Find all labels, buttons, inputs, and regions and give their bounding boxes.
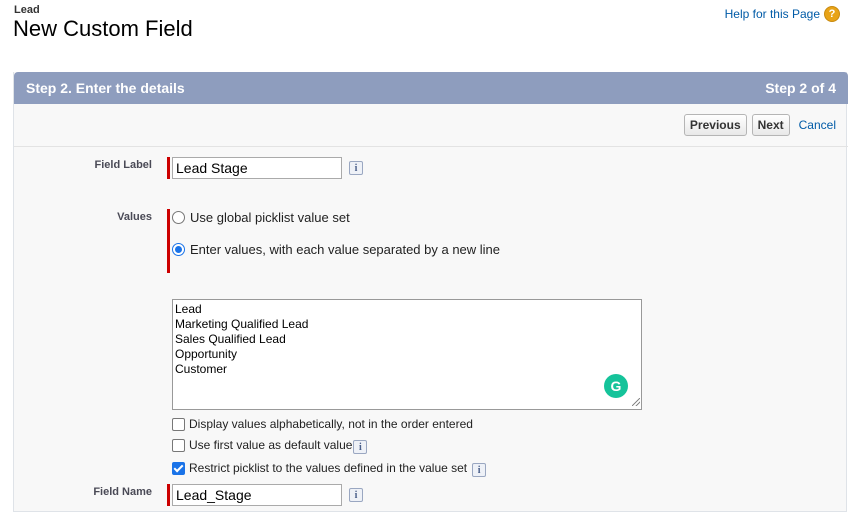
checkbox[interactable] xyxy=(172,462,185,475)
checkbox[interactable] xyxy=(172,439,185,452)
radio-button[interactable] xyxy=(172,243,185,256)
page-title: New Custom Field xyxy=(13,16,193,41)
checkbox-default-value[interactable] xyxy=(172,438,370,452)
field-name-label: Field Name xyxy=(93,486,152,498)
radio-enter-values[interactable] xyxy=(172,242,500,257)
checkbox-label: Use first value as default value xyxy=(189,438,353,452)
step-bar xyxy=(14,72,848,104)
field-label-info-icon[interactable]: i xyxy=(349,161,363,175)
step-title: Step 2. Enter the details xyxy=(26,80,185,96)
required-indicator xyxy=(167,157,170,179)
picklist-value: Marketing Qualified Lead xyxy=(175,317,309,331)
previous-button[interactable]: Previous xyxy=(684,114,747,136)
restrict-picklist-info-icon[interactable]: i xyxy=(472,463,486,477)
values-label: Values xyxy=(117,211,152,223)
field-name-input[interactable]: Lead_Stage xyxy=(172,484,342,506)
grammarly-icon[interactable]: G xyxy=(604,374,628,398)
checkbox-label: Display values alphabetically, not in the order entered xyxy=(189,417,473,431)
field-label-input[interactable]: Lead Stage xyxy=(172,157,342,179)
radio-button[interactable] xyxy=(172,211,185,224)
next-button[interactable]: Next xyxy=(752,114,790,136)
resize-handle-icon[interactable] xyxy=(632,398,640,406)
page-header xyxy=(0,0,852,60)
cancel-link[interactable]: Cancel xyxy=(798,118,836,132)
picklist-value: Sales Qualified Lead xyxy=(175,332,286,346)
help-link-text[interactable]: Help for this Page xyxy=(724,7,820,21)
button-row xyxy=(684,114,836,136)
required-indicator xyxy=(167,484,170,506)
object-name: Lead xyxy=(14,4,40,16)
step-count: Step 2 of 4 xyxy=(765,80,836,96)
radio-label: Use global picklist value set xyxy=(190,210,350,225)
picklist-value: Lead xyxy=(175,302,202,316)
radio-label: Enter values, with each value separated by a new line xyxy=(190,242,501,257)
checkbox-restrict-picklist[interactable] xyxy=(172,461,485,475)
picklist-value: Opportunity xyxy=(175,347,238,361)
help-icon[interactable]: ? xyxy=(824,6,840,22)
checkbox-label: Restrict picklist to the values defined in the value set xyxy=(189,461,468,475)
step-panel xyxy=(13,72,847,512)
default-value-info-icon[interactable]: i xyxy=(353,440,367,454)
picklist-values-textarea[interactable] xyxy=(172,299,642,410)
radio-global-picklist[interactable] xyxy=(172,210,350,225)
field-name-info-icon[interactable]: i xyxy=(349,488,363,502)
required-indicator xyxy=(167,209,170,273)
help-link[interactable] xyxy=(725,6,840,22)
checkbox-alphabetical[interactable] xyxy=(172,417,473,431)
field-label-label: Field Label xyxy=(94,159,152,171)
divider xyxy=(14,146,848,147)
checkbox[interactable] xyxy=(172,418,185,431)
picklist-value: Customer xyxy=(175,362,228,376)
